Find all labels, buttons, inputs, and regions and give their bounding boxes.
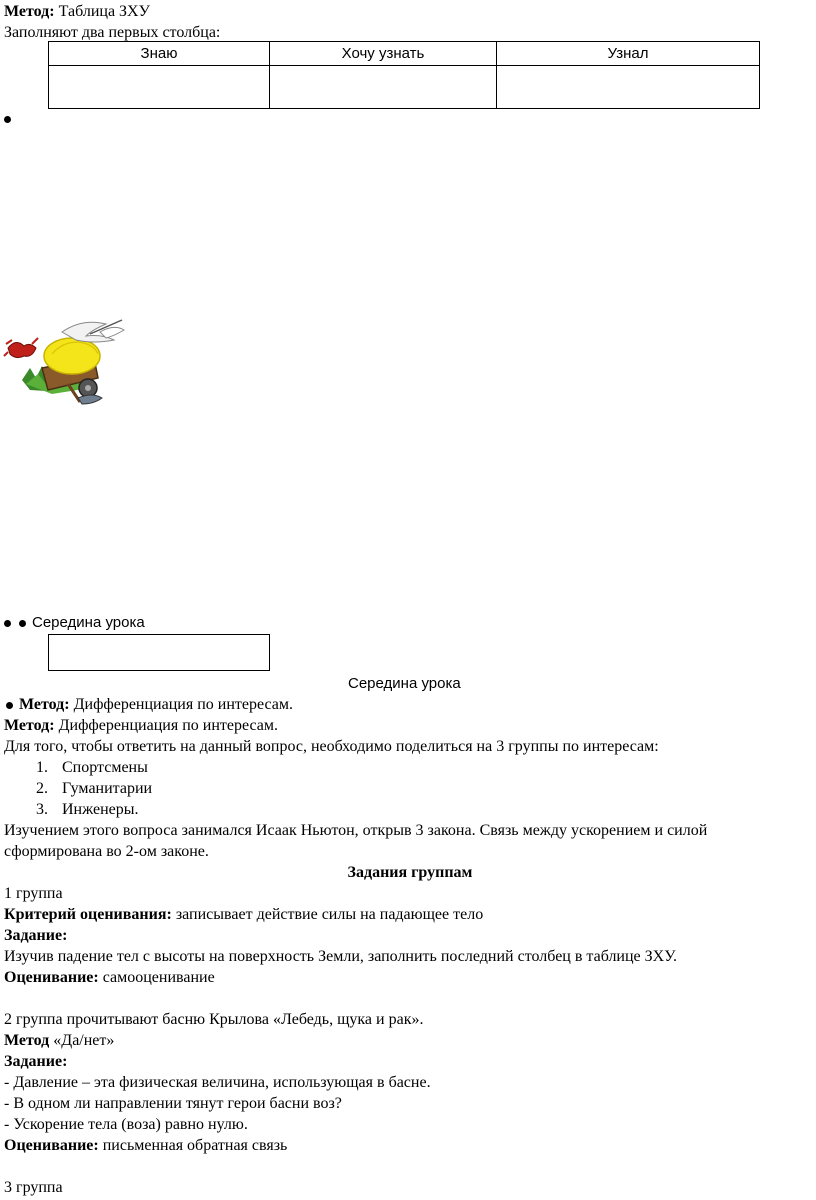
zhu-cell-learned: [497, 66, 760, 109]
bullet-marker: [4, 620, 11, 627]
empty-box: [48, 634, 270, 671]
groups-intro: Для того, чтобы ответить на данный вопрос, необходимо поделиться на 3 группы по интересам:: [4, 738, 659, 755]
zhu-col-want: Хочу узнать: [270, 42, 497, 66]
group3-title: 3 группа: [4, 1179, 63, 1196]
group2-eval: Оценивание: письменная обратная связь: [4, 1137, 288, 1154]
bullet-method-value: Дифференциация по интересам.: [69, 696, 294, 713]
lebed-rak-shchuka-cart-icon: [2, 318, 128, 406]
method-diff-line: [4, 715, 278, 736]
tasks-heading: Задания группам: [347, 864, 473, 881]
group1-eval: Оценивание: самооценивание: [4, 969, 215, 986]
group1-task-label: Задание:: [4, 927, 68, 944]
group2-item: - Давление – эта физическая величина, использующая в басне.: [4, 1074, 431, 1091]
group-list-item: 2.: [36, 780, 48, 797]
zhu-table-header-row: [49, 42, 760, 66]
method-value: Таблица ЗХУ: [54, 3, 150, 20]
group1-title: 1 группа: [4, 885, 63, 902]
group2-title: 2 группа прочитывают басню Крылова «Лебедь, щука и рак».: [4, 1011, 424, 1028]
method-line: [4, 1, 150, 22]
newton-line-1: Изучением этого вопроса занимался Исаак Ньютон, открыв 3 закона. Связь между ускорением и силой: [4, 822, 708, 839]
zhu-col-learned: Узнал: [497, 42, 760, 66]
method-diff-label: Метод:: [4, 717, 55, 734]
group-list-label: Спортсмены: [62, 759, 148, 776]
group2-item: - В одном ли направлении тянут герои басни воз?: [4, 1095, 342, 1112]
fill-note: Заполняют два первых столбца:: [4, 24, 221, 41]
bullet-marker: [4, 116, 11, 123]
group2-task-label: Задание:: [4, 1053, 68, 1070]
group2-method: Метод «Да/нет»: [4, 1032, 115, 1049]
bullet-method-line: [6, 694, 293, 715]
group-list-label: Гуманитарии: [62, 780, 153, 797]
method-label: Метод:: [4, 3, 55, 20]
group-list-item: 1.: [36, 759, 48, 776]
group-list-label: Инженеры.: [62, 801, 139, 818]
newton-line-2: сформирована во 2-ом законе.: [4, 843, 209, 860]
zhu-table-body-row: [49, 66, 760, 109]
group2-item: - Ускорение тела (воза) равно нулю.: [4, 1116, 248, 1133]
group1-task-text: Изучив падение тел с высоты на поверхность Земли, заполнить последний столбец в таблице ЗХУ.: [4, 948, 677, 965]
zhu-cell-know: [49, 66, 270, 109]
group1-criterion: Критерий оценивания: записывает действие силы на падающее тело: [4, 906, 484, 923]
group-list-item: 3.: [36, 801, 48, 818]
method-diff-value: Дифференциация по интересам.: [54, 717, 279, 734]
bullet-marker: [6, 702, 13, 709]
zhu-col-know: Знаю: [49, 42, 270, 66]
bullet-marker: [19, 620, 26, 627]
zhu-cell-want: [270, 66, 497, 109]
middle-centered-heading: Середина урока: [348, 675, 461, 692]
middle-label: Середина урока: [32, 614, 145, 631]
bullet-method-label: Метод:: [19, 696, 70, 713]
zhu-table: [48, 41, 760, 109]
middle-bullets-line: [4, 614, 145, 632]
